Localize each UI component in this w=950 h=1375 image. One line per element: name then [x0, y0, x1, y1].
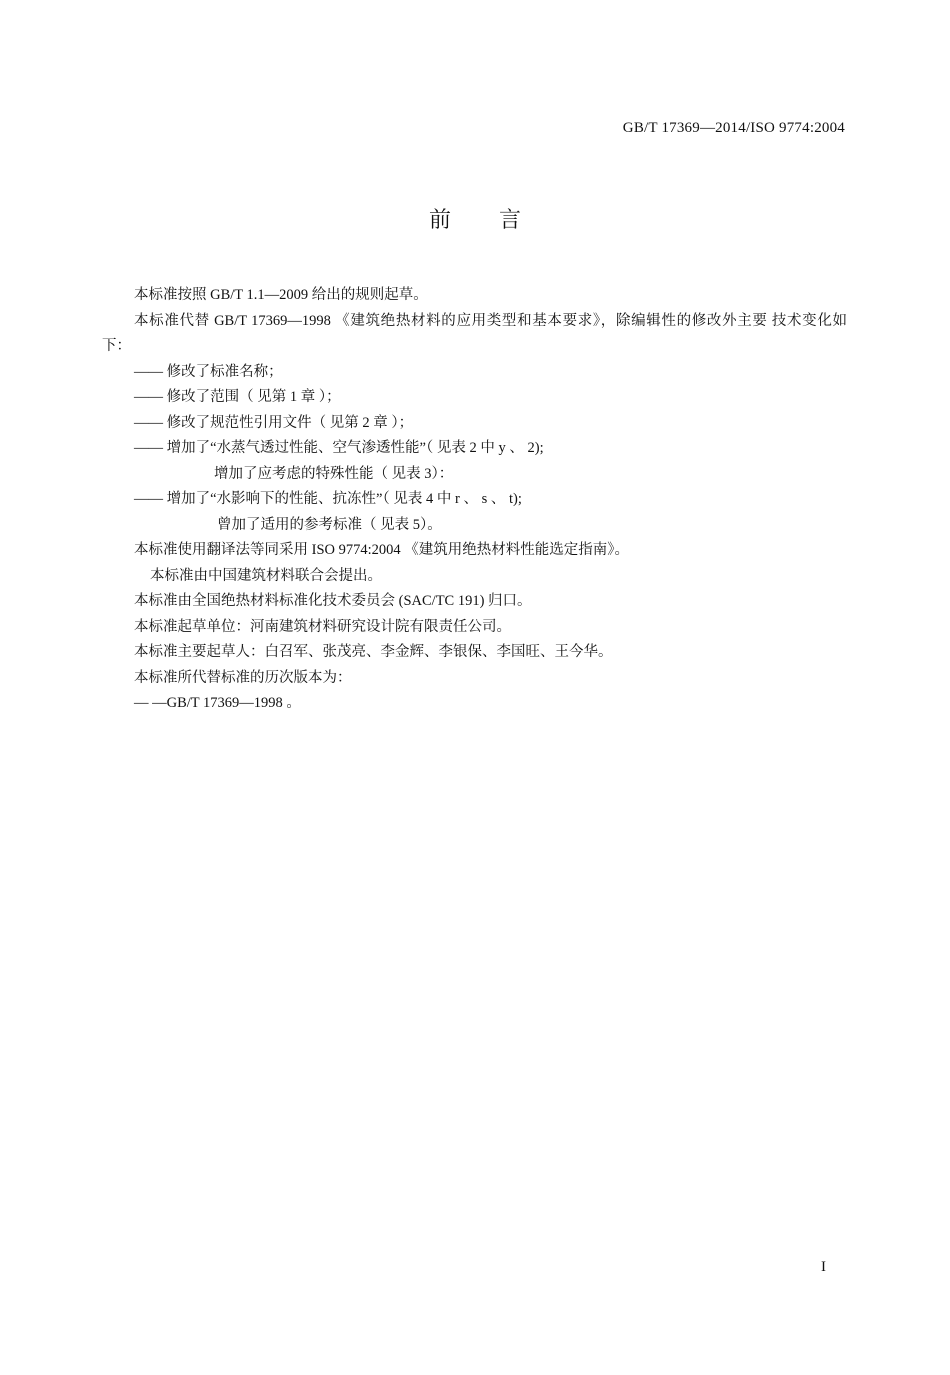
change-item-5: 增加了应考虑的特殊性能（ 见表 3）： — [214, 465, 454, 482]
page-number: I — [821, 1259, 826, 1275]
foreword-body — [102, 283, 847, 717]
change-item-3: —— 修改了规范性引用文件（ 见第 2 章 ）； — [134, 414, 414, 431]
paragraph-translation: 本标准使用翻译法等同采用 ISO 9774:2004 《建筑用绝热材料性能选定指南》。 — [134, 542, 630, 558]
paragraph-drafting-rules: 本标准按照 GB/T 1.1—2009 给出的规则起草。 — [134, 287, 428, 303]
paragraph-drafters: 本标准主要起草人：白召军、张茂亮、李金辉、李银保、李国旺、王今华。 — [134, 644, 613, 660]
paragraph-replaces: 本标准代替 GB/T 17369—1998 《建筑绝热材料的应用类型和基本要求》，除编辑性的修改外主要 技术变化如下： — [102, 312, 847, 354]
change-item-7: 曾加了适用的参考标准（ 见表 5）。 — [217, 516, 442, 533]
previous-edition-item: — —GB/T 17369—1998 。 — [134, 695, 301, 711]
paragraph-centralized-by: 本标准由全国绝热材料标准化技术委员会 (SAC/TC 191) 归口。 — [134, 593, 532, 609]
change-item-6: —— 增加了“水影响下的性能、抗冻性”（ 见表 4 中 r 、 s 、 t); — [134, 491, 522, 507]
paragraph-previous-editions: 本标准所代替标准的历次版本为： — [134, 669, 352, 686]
paragraph-proposed-by: 本标准由中国建筑材料联合会提出。 — [150, 567, 382, 584]
standard-number-header: GB/T 17369—2014/ISO 9774:2004 — [622, 120, 845, 136]
paragraph-drafting-unit: 本标准起草单位：河南建筑材料研究设计院有限责任公司。 — [134, 618, 511, 635]
change-item-4: —— 增加了“水蒸气透过性能、空气渗透性能”（ 见表 2 中 y 、 2); — [134, 440, 544, 456]
change-item-2: —— 修改了范围（ 见第 1 章 ）； — [134, 389, 341, 405]
change-item-1: —— 修改了标准名称； — [134, 363, 283, 380]
page-title: 前言 — [428, 208, 569, 233]
